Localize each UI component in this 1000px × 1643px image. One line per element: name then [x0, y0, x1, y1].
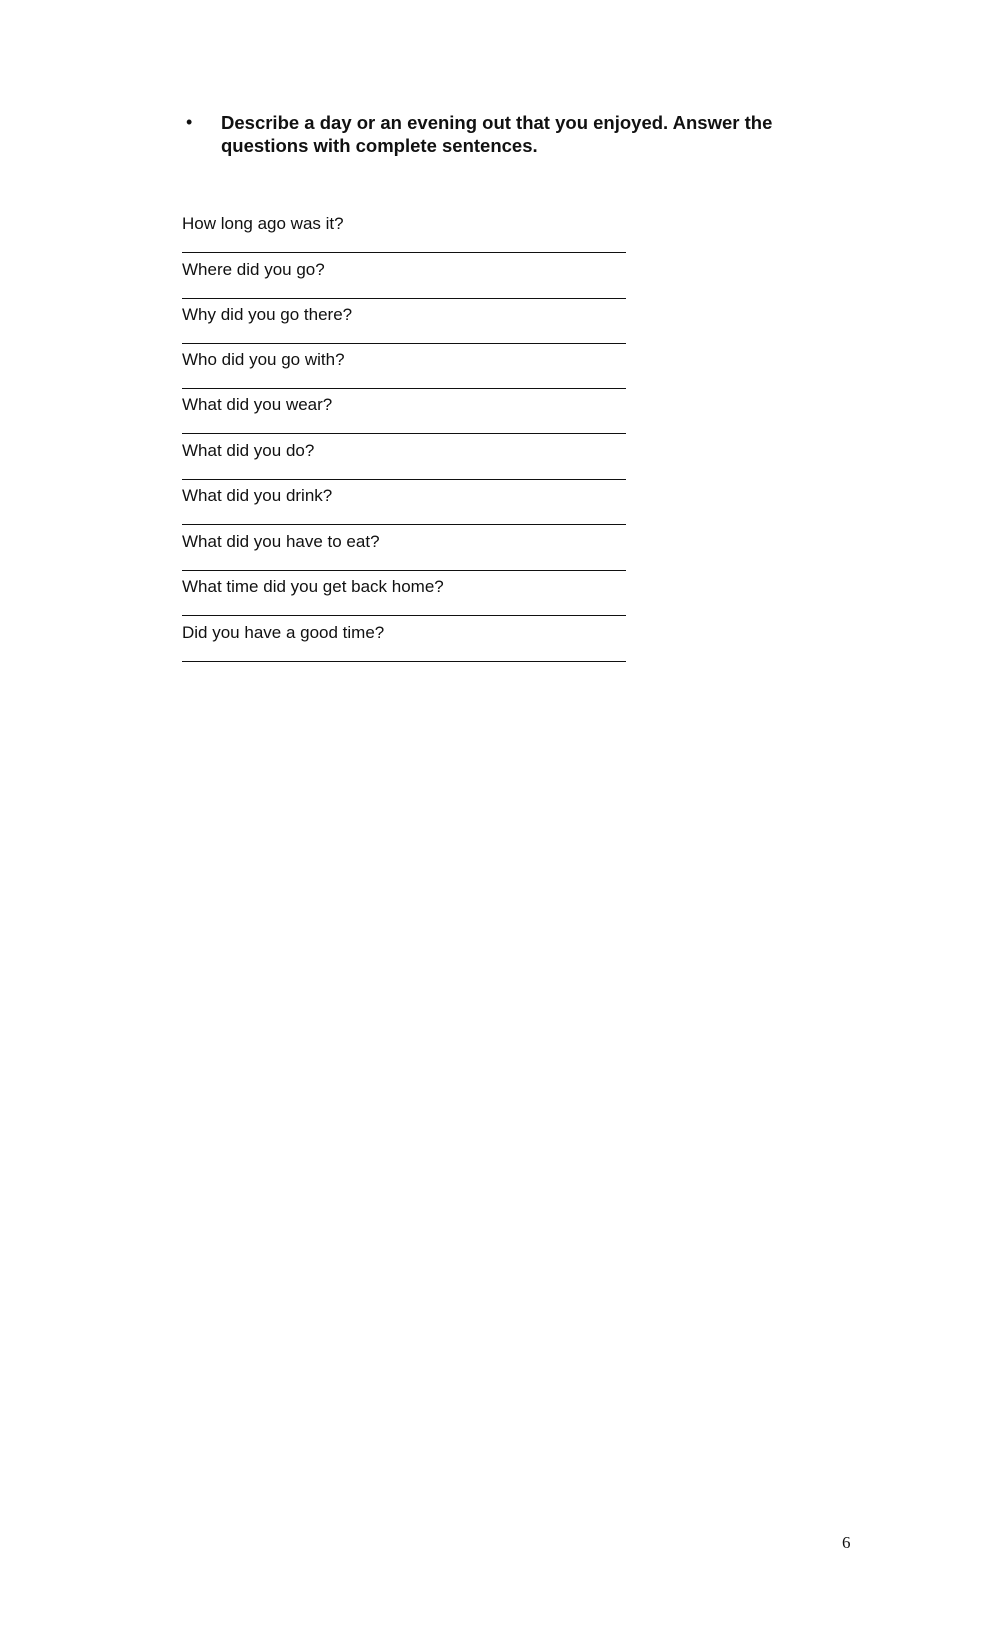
question-item [0, 260, 700, 306]
question-text: How long ago was it? [182, 214, 344, 233]
question-text: What did you wear? [182, 395, 333, 414]
instruction-text: Describe a day or an evening out that you enjoyed. Answer the questions with complete sentences. [221, 112, 773, 156]
question-text: Where did you go? [182, 260, 325, 279]
answer-line[interactable] [182, 343, 626, 344]
question-text: What did you drink? [182, 486, 333, 505]
answer-line[interactable] [182, 479, 626, 480]
question-item [0, 305, 700, 351]
answer-line[interactable] [182, 661, 626, 662]
answer-line[interactable] [182, 298, 626, 299]
answer-line[interactable] [182, 615, 626, 616]
question-item [0, 532, 700, 578]
question-item [0, 350, 700, 396]
answer-line[interactable] [182, 524, 626, 525]
question-item [0, 395, 700, 441]
question-text: Did you have a good time? [182, 623, 385, 642]
question-item [0, 623, 700, 669]
question-item [0, 441, 700, 487]
answer-line[interactable] [182, 252, 626, 253]
question-item [0, 577, 700, 623]
question-text: What did you have to eat? [182, 532, 380, 551]
answer-line[interactable] [182, 388, 626, 389]
answer-line[interactable] [182, 570, 626, 571]
question-text: What did you do? [182, 441, 315, 460]
question-item [0, 486, 700, 532]
question-text: What time did you get back home? [182, 577, 444, 596]
answer-line[interactable] [182, 433, 626, 434]
page-number: 6 [842, 1533, 851, 1552]
bullet-icon: • [186, 112, 193, 132]
question-text: Why did you go there? [182, 305, 353, 324]
question-text: Who did you go with? [182, 350, 345, 369]
question-item [0, 214, 700, 260]
